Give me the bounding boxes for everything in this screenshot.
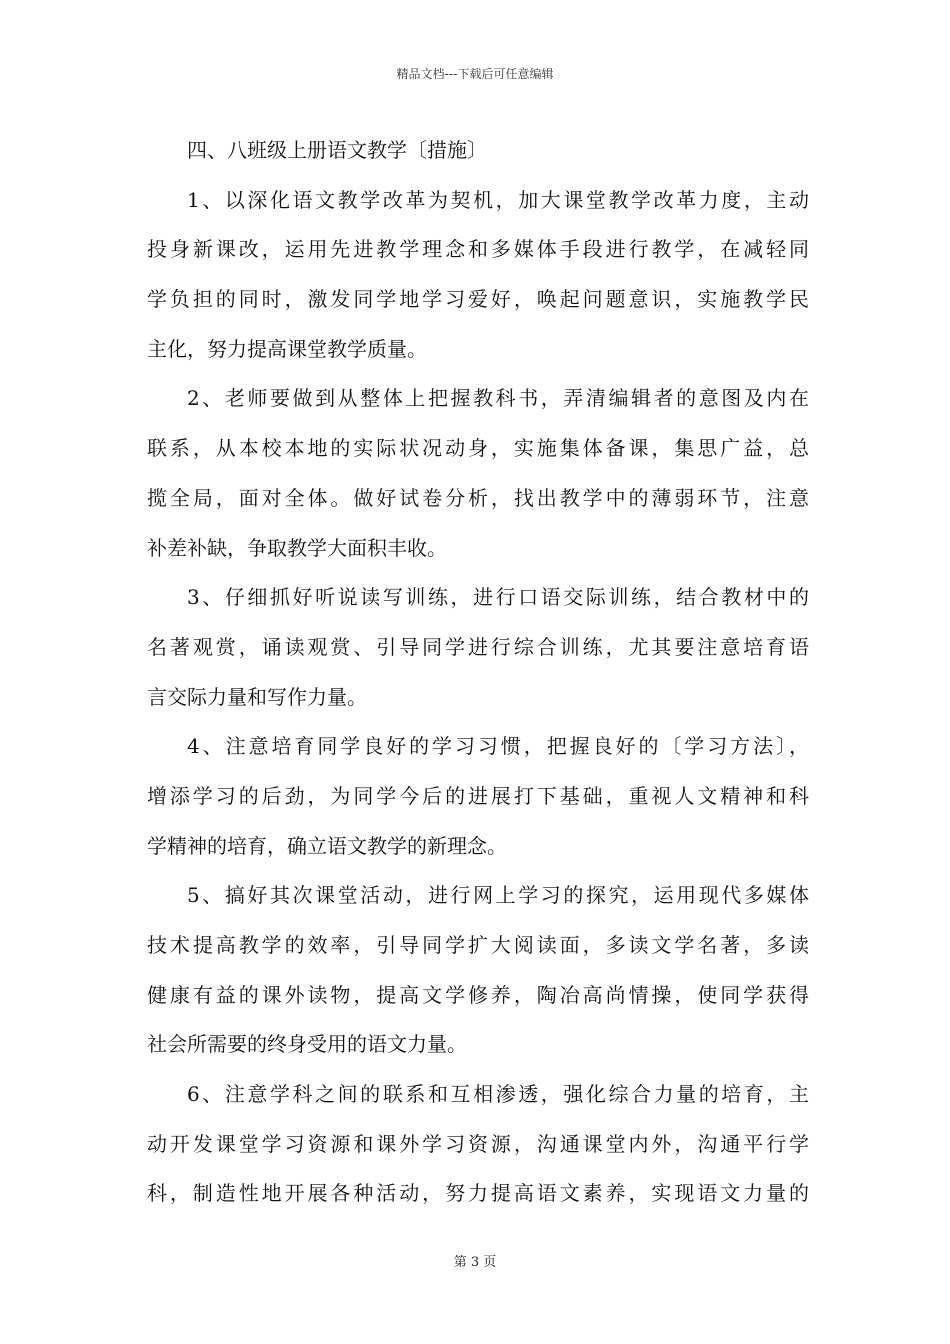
paragraph-line: 动开发课堂学习资源和课外学习资源，沟通课堂内外，沟通平行学 [147, 1131, 809, 1156]
paragraph-line: 2、老师要做到从整体上把握教科书，弄清编辑者的意图及内在 [187, 386, 809, 411]
paragraph-6 [147, 1070, 809, 1219]
paragraph-line: 名著观赏，诵读观赏、引导同学进行综合训练，尤其要注意培育语 [147, 634, 809, 659]
paragraph-line: 言交际力量和写作力量。 [147, 684, 367, 709]
page-number: 第 3 页 [453, 1255, 497, 1270]
paragraph-line: 联系，从本校本地的实际状况动身，实施集体备课，集思广益，总 [147, 436, 809, 461]
paragraph-line: 增添学习的后劲，为同学今后的进展打下基础，重视人文精神和科 [147, 783, 809, 808]
paragraph-line: 补差补缺，争取教学大面积丰收。 [147, 535, 447, 560]
document-body [147, 126, 809, 1219]
paragraph-line: 揽全局，面对全体。做好试卷分析，找出教学中的薄弱环节，注意 [147, 485, 809, 510]
paragraph-3 [147, 573, 809, 722]
paragraph-line: 主化，努力提高课堂教学质量。 [147, 336, 427, 361]
paragraph-line: 1、以深化语文教学改革为契机，加大课堂教学改革力度，主动 [187, 187, 809, 212]
paragraph-line: 科，制造性地开展各种活动，努力提高语文素养，实现语文力量的 [147, 1181, 809, 1206]
paragraph-2 [147, 374, 809, 573]
paragraph-line: 5、搞好其次课堂活动，进行网上学习的探究，运用现代多媒体 [187, 883, 809, 908]
paragraph-line: 6、注意学科之间的联系和互相渗透，强化综合力量的培育，主 [187, 1082, 809, 1107]
paragraph-line: 学精神的培育，确立语文教学的新理念。 [147, 833, 507, 858]
paragraph-1 [147, 176, 809, 375]
paragraph-line: 社会所需要的终身受用的语文力量。 [147, 1032, 467, 1057]
page-header: 精品文档---下载后可任意编辑 [396, 67, 554, 81]
paragraph-line: 学负担的同时，激发同学地学习爱好，唤起问题意识，实施教学民 [147, 287, 809, 312]
paragraph-line: 3、仔细抓好听说读写训练，进行口语交际训练，结合教材中的 [187, 585, 809, 610]
paragraph-5 [147, 871, 809, 1070]
paragraph-4 [147, 722, 809, 871]
paragraph-line: 技术提高教学的效率，引导同学扩大阅读面，多读文学名著，多读 [147, 933, 809, 957]
paragraph-line: 投身新课改，运用先进教学理念和多媒体手段进行教学，在减轻同 [147, 237, 809, 262]
paragraph-line: 健康有益的课外读物，提高文学修养，陶冶高尚情操，使同学获得 [147, 982, 809, 1007]
section-title: 四、八班级上册语文教学〔措施〕 [187, 138, 487, 162]
paragraph-line: 4、注意培育同学良好的学习习惯，把握良好的〔学习方法〕， [187, 734, 809, 759]
